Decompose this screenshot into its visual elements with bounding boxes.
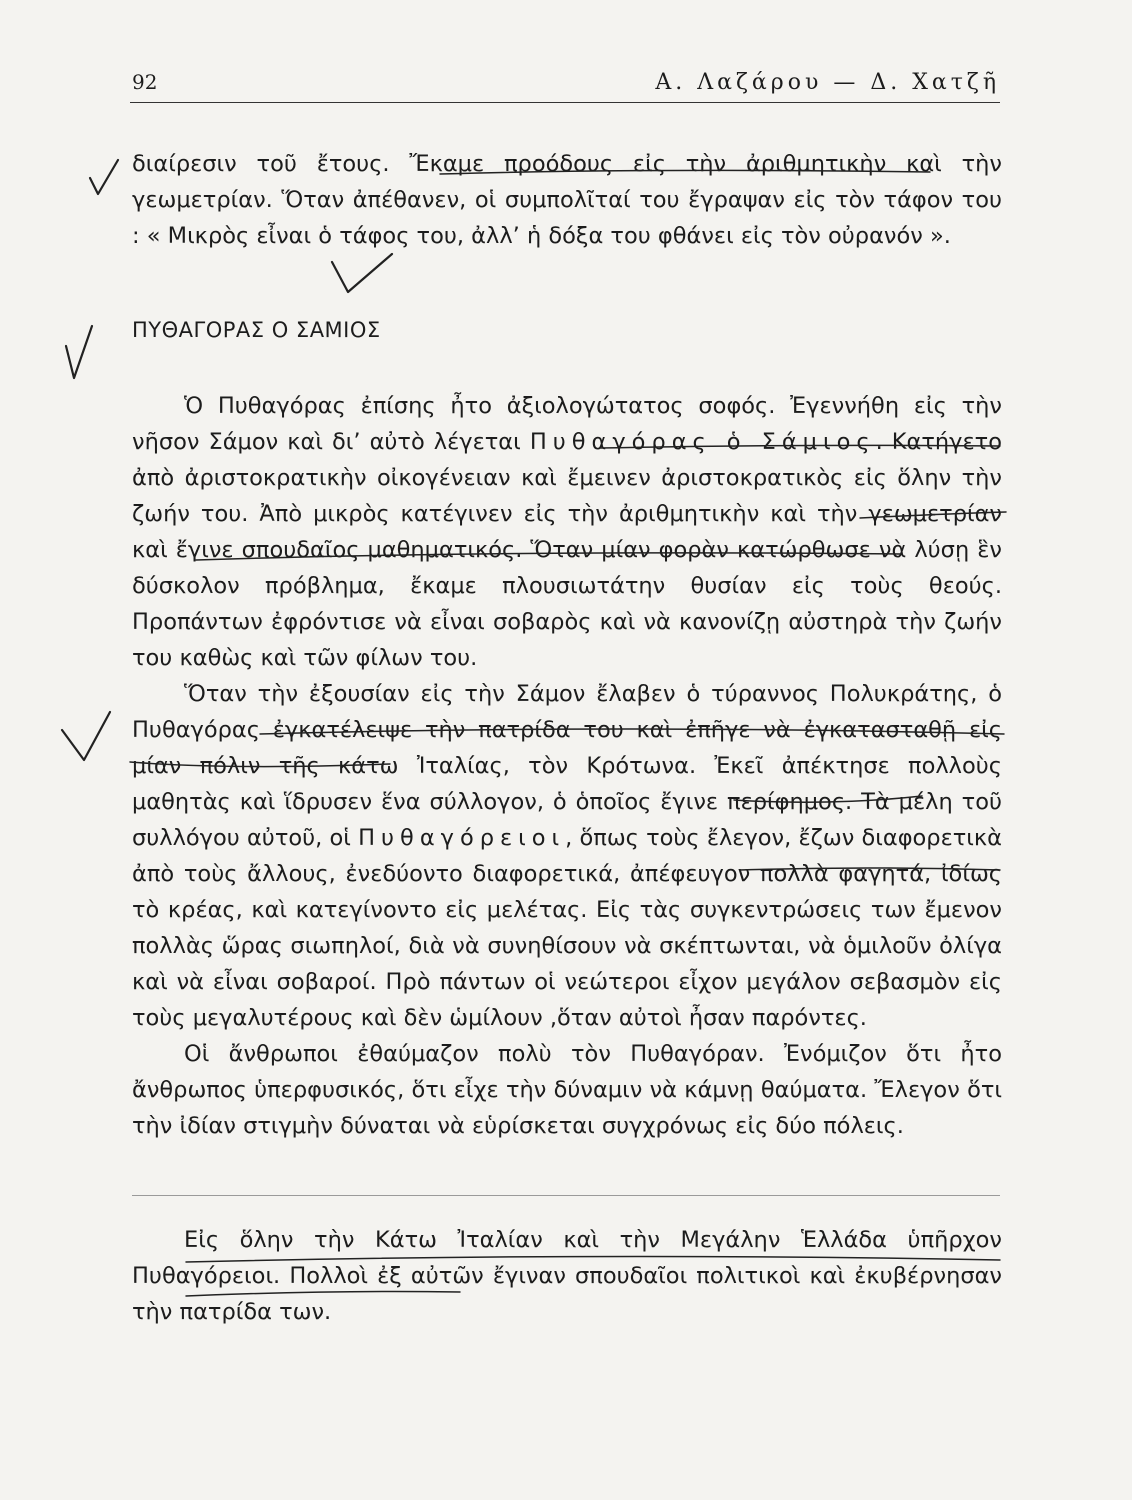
running-head: Α. Λαζάρου — Δ. Χατζῆ — [655, 70, 1000, 95]
paragraph-3: Οἱ ἄνθρωποι ἐθαύμαζον πολὺ τὸν Πυθαγόραν. Ἐνόμιζον ὅτι ἦτο ἄνθρωπος ὑπερφυσικός, ὅτι εἶχε τὴν δύναμιν νὰ κάμνῃ θαύματα. Ἔλεγον ὅτι τὴν ἰδίαν στιγμὴν δύναται νὰ εὑρίσκεται συγχρόνως εἰς δύο πόλεις. — [132, 1041, 1002, 1139]
checkmark-icon — [90, 160, 118, 194]
page-number: 92 — [132, 70, 158, 94]
paragraph-1 — [132, 388, 1002, 676]
page-header — [130, 70, 1000, 103]
paragraph-1-rest: . Κατήγετο ἀπὸ ἀριστοκρατικὴν οἰκογένειαν καὶ ἔμεινεν ἀριστοκρατικὸς εἰς ὅλην τὴν ζωήν του. Ἀπὸ μικρὸς κατέγινεν εἰς τὴν ἀριθμητικὴν καὶ τὴν γεωμετρίαν καὶ ἔγινε σπουδαῖος μαθηματικός. Ὅταν μίαν φορὰν κατώρθωσε νὰ λύσῃ ἓν δύσκολον πρόβλημα, ἔκαμε πλουσιωτάτην θυσίαν εἰς τοὺς θεούς. Προπάντων ἐφρόντισε νὰ εἶναι σοβαρὸς καὶ νὰ κανονίζῃ αὐστηρὰ τὴν ζωήν του καθὼς καὶ τῶν φίλων του. — [132, 429, 1002, 671]
paragraph-2 — [132, 676, 1002, 1036]
checkmark-icon — [332, 254, 392, 292]
intro-paragraph — [132, 146, 1002, 254]
checkmark-icon — [66, 326, 92, 378]
section-title: ΠΥΘΑΓΟΡΑΣ Ο ΣΑΜΙΟΣ — [132, 318, 381, 342]
intro-text: διαίρεσιν τοῦ ἔτους. Ἔκαμε προόδους εἰς τὴν ἀριθμητικὴν καὶ τὴν γεωμετρίαν. Ὅταν ἀπέθανεν, οἱ συμπολῖταί του ἔγραψαν εἰς τὸν τάφον του : « Μικρὸς εἶναι ὁ τάφος του, ἀλλ’ ἡ δόξα του φθάνει εἰς τὸν οὐρανόν ». — [132, 151, 1002, 249]
spaced-name-pythagoreioi: Πυθαγόρειοι — [358, 825, 566, 851]
paragraph-2-rest: , ὅπως τοὺς ἔλεγον, ἔζων διαφορετικὰ ἀπὸ τοὺς ἄλλους, ἐνεδύοντο διαφορετικά, ἀπέφευγον πολλὰ φαγητά, ἰδίως τὸ κρέας, καὶ κατεγίνοντο εἰς μελέτας. Εἰς τὰς συγκεντρώσεις των ἔμενον πολλὰς ὥρας σιωπηλοί, διὰ νὰ συνηθίσουν νὰ σκέπτωνται, νὰ ὁμιλοῦν ὀλίγα καὶ νὰ εἶναι σοβαροί. Πρὸ πάντων οἱ νεώτεροι εἶχον μεγάλον σεβασμὸν εἰς τοὺς μεγαλυτέρους καὶ δὲν ὡμίλουν ,ὅταν αὐτοὶ ἦσαν παρόντες. — [132, 825, 1003, 1031]
checkmark-icon — [62, 712, 110, 760]
paragraph-2-start: Ὅταν τὴν ἐξουσίαν εἰς τὴν Σάμον ἔλαβεν ὁ τύραννος Πολυκράτης, ὁ Πυθαγόρας ἐγκατέλειψε τὴν πατρίδα του καὶ ἐπῆγε νὰ ἐγκατασταθῇ εἰς μίαν πόλιν τῆς κάτω Ἰταλίας, τὸν Κρότωνα. Ἐκεῖ ἀπέκτησε πολλοὺς μαθητὰς καὶ ἵδρυσεν ἕνα σύλλογον, ὁ ὁποῖος ἔγινε περίφημος. Τὰ μέλη τοῦ συλλόγου αὐτοῦ, οἱ — [132, 681, 1002, 851]
paragraph-1-start: Ὁ Πυθαγόρας ἐπίσης ἦτο ἀξιολογώτατος σοφός. Ἐγεννήθη εἰς τὴν νῆσον Σάμον καὶ δι’ αὐτὸ λέγεται — [132, 393, 1002, 455]
section-body — [132, 388, 1002, 1144]
paragraph-divider-line — [132, 1195, 1000, 1196]
closing-paragraph — [132, 1222, 1002, 1330]
closing-text: Εἰς ὅλην τὴν Κάτω Ἰταλίαν καὶ τὴν Μεγάλην Ἑλλάδα ὑπῆρχον Πυθαγόρειοι. Πολλοὶ ἐξ αὐτῶν ἔγιναν σπουδαῖοι πολιτικοὶ καὶ ἐκυβέρνησαν τὴν πατρίδα των. — [132, 1227, 1002, 1325]
spaced-name-pythagoras-samios: Πυθαγόρας ὁ Σάμιος — [529, 429, 876, 455]
